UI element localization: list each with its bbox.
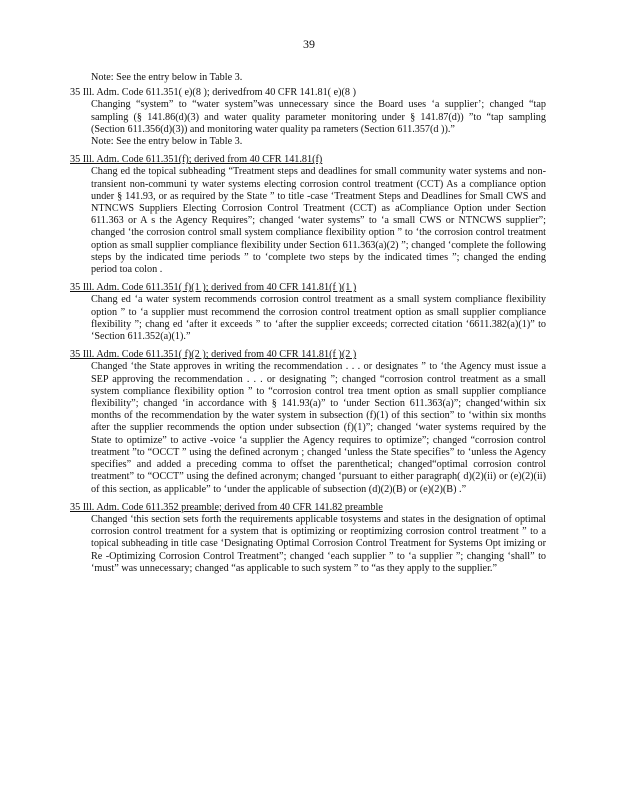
entry-611-351-f [70, 154, 546, 276]
entry-611-351-f2 [70, 349, 546, 495]
top-note: Note: See the entry below in Table 3. [91, 72, 243, 83]
entry-text: Changed ‘this section sets forth the requirements applicable tosystems and states in the designation of optimal corrosion control treatment for a system that is optimizing or reoptimizing corrosion control treatment ” to a topical subheading in title case ‘Designating Optimal Corrosion Control Treatment for Systems Opt imizing or Re -Optimizing Corrosion Control Treatment”; changed ‘each supplier ” to ‘a supplier ”; changing ‘shall” to ‘must” was unnecessary; changed “as applicable to such system ” to “as they apply to the supplier.” [91, 513, 546, 574]
entry-note: Note: See the entry below in Table 3. [91, 136, 243, 148]
entry-text: Chang ed ‘a water system recommends corrosion control treatment as a small system compliance flexibility option ” to ‘a supplier must recommend the corrosion control treatment option as small supplier compliance flexibility ”; chang ed ‘after it exceeds ” to ‘after the supplier exceeds; corrected citation ‘6611.382(a)(1)” to ‘Section 611.352(a)(1).” [91, 294, 546, 343]
page-number: 39 [303, 37, 315, 51]
entry-heading: 35 Ill. Adm. Code 611.351( f)(1 ); derived from 40 CFR 141.81(f )(1 ) [70, 282, 357, 294]
document-body [70, 72, 546, 581]
entry-heading: 35 Ill. Adm. Code 611.351( f)(2 ); derived from 40 CFR 141.81(f )(2 ) [70, 349, 357, 361]
entry-text: Chang ed the topical subheading “Treatment steps and deadlines for small community water systems and non-transient non-communi ty water systems electing corrosion control treatment (CCT) As a compliance option under § 141.93, or as required by the State ” to title -case ‘Treatment Steps and Deadlines for Small CWS and NTNCWS Suppliers Electing Corrosion Control Treatment (CCT) as aCompliance Option under Section 611.363 or A s the Agency Requires”; changed ‘water systems” to ‘a small CWS or NTNCWS supplier”; changed ‘the corrosion control small system compliance flexibility option ” to ‘the corrosion control treatment option as small supplier compliance flexibility under Section 611.363(a)(2) ”; changed ‘complete the following steps by the indicated time periods ” to ‘complete two steps by the indicated times ”; changed the ending period toa colon . [91, 166, 546, 276]
entry-heading: 35 Ill. Adm. Code 611.351( e)(8 ); derivedfrom 40 CFR 141.81( e)(8 ) [70, 87, 356, 99]
entry-611-352-preamble [70, 502, 546, 575]
entry-heading: 35 Ill. Adm. Code 611.351(f); derived from 40 CFR 141.81(f) [70, 154, 323, 166]
entry-text: Changed ‘the State approves in writing the recommendation . . . or designates ” to ‘the Agency must issue a SEP approving the recommendation . . . or designating ”; changed “corrosion control treatment as a small system compliance flexibility option ” to “corrosion control trea tment option as small supplier compliance flexibility”; changed ‘in accordance with § 141.93(a)” to ‘under Section 611.363(a)”; changed‘within six months of the recommendation by the water system in subsection (f)(1) of this section” to ‘within six months after the supplier recommends the option under subsection (f)(1)”; changed ‘water systems required by the State to optimize” to active -voice ‘a supplier the Agency requires to optimize”; changed “corrosion control treatment ”to “OCCT ” using the defined acronym ; changed ‘unless the State specifies” to ‘unless the Agency specifies” and added a preceding comma to offset the parenthetical; changed“optimal corrosion control treatment” to “OCCT” using the defined acronym; changed ‘pursuant to either paragraph( d)(2)(ii) or (e)(2)(ii) of this section, as applicable” to ‘under the applicable of subsection (d)(2)(B) or (e)(2)(B) .” [91, 361, 546, 495]
entry-611-351-f1 [70, 282, 546, 343]
entry-text: Changing “system” to “water system”was unnecessary since the Board uses ‘a supplier’; changed “tap sampling (§ 141.86(d)(3) and water quality parameter monitoring under § 141.87(d)) ”to “tap sampling (Section 611.356(d)(3)) and monitoring water quality pa rameters (Section 611.357(d )).” [91, 99, 546, 135]
entry-611-351-e8 [70, 87, 546, 148]
entry-heading: 35 Ill. Adm. Code 611.352 preamble; derived from 40 CFR 141.82 preamble [70, 501, 383, 513]
